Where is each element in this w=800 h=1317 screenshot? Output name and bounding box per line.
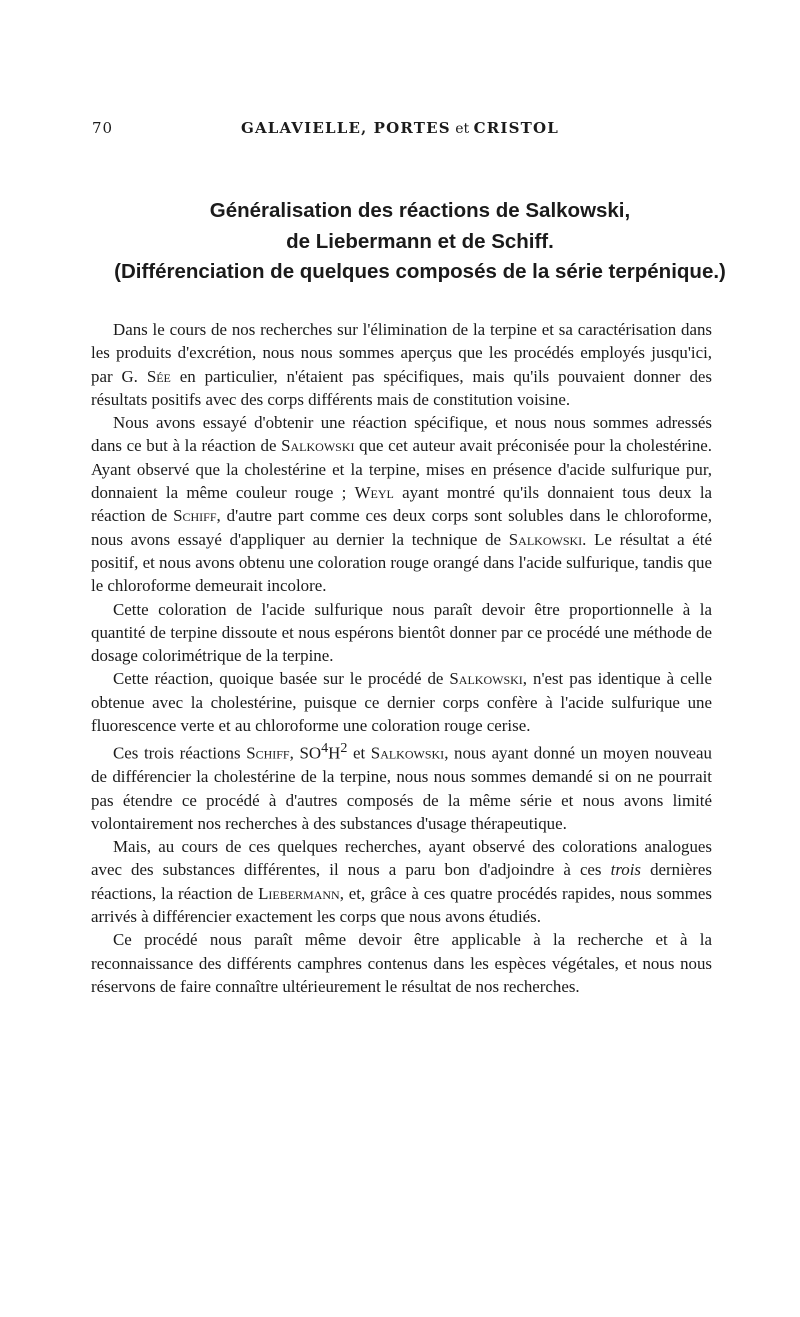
p3-text-a: Cette coloration de l'acide sulfurique nous paraît devoir être proportionnelle à la quantité de terpine dissoute et nous espérons bientôt donner par ce procédé une méthode de dosage colorimétrique de la terpine. [91,599,712,666]
paragraph-7 [91,928,712,998]
p6-text-a: Mais, au cours de ces quelques recherches, ayant observé des colorations analogues avec des substances différentes, il nous a paru bon d'adjoindre à ces [91,837,712,880]
paragraph-2 [91,411,712,597]
p5-name-schiff: Schiff [246,743,290,763]
author-galavielle: GALAVIELLE [240,119,362,137]
p5-name-salkowski: Salkowski [370,743,445,763]
p1-text-a: Dans le cours de nos recherches sur l'élimination de la terpine et sa caractérisation dans les produits d'excrétion, nous nous sommes aperçus que les procédés employés jusqu'ici, par G. [91,320,712,386]
p2-name-schiff: Schiff [173,506,217,526]
p6-text-c: , et, grâce à ces quatre procédés rapides, nous sommes arrivés à différencier exactement les corps que nous avons étudiés. [91,883,712,927]
p2-name-salkowski-2: Salkowski [508,529,583,549]
p4-text-b: , n'est pas identique à celle obtenue avec la cholestérine, puisque ce dernier corps confère à l'acide sulfurique une fluorescence verte et au chloroforme une coloration rouge cerise. [91,669,712,736]
p5-text-c: H [328,743,341,763]
p5-text-e: , nous ayant donné un moyen nouveau de différencier la cholestérine de la terpine, nous nous sommes demandé si on ne pourrait pas étendre ce procédé à d'autres composés de la même série et nous avons limité volontairement nos recherches à des substances d'usage thérapeutique. [91,743,712,833]
running-head [0,119,800,137]
author-portes: PORTES [373,119,451,137]
p2-name-weyl: Weyl [354,483,394,503]
p7-text-a: Ce procédé nous paraît même devoir être applicable à la recherche et à la reconnaissance des différents camphres contenus dans les espèces végétales, et nous nous réservons de faire connaître ultérieurement le résultat de nos recherches. [91,930,712,996]
p1-name-see: Sée [146,366,171,386]
paragraph-1 [91,318,712,411]
p5-text-b: , SO [289,743,322,763]
p2-text-c: ayant montré qu'ils donnaient tous deux la réaction de [91,483,713,526]
p4-name-salkowski: Salkowski [449,669,523,689]
page-number: 70 [92,119,114,137]
title-line-3: (Différenciation de quelques composés de la série terpénique.) [114,260,726,283]
paragraph-6 [91,835,712,928]
paragraph-3 [91,598,712,668]
article-title [80,196,760,288]
p5-text-a: Ces trois réactions [113,743,247,763]
running-head-separator: , [361,120,374,137]
title-line-1: Généralisation des réactions de Salkowski, [209,199,631,222]
paragraph-5 [91,737,712,835]
title-line-2: de Liebermann et de Schiff. [286,229,554,253]
p6-name-liebermann: Liebermann [258,883,340,903]
p2-name-salkowski: Salkowski [281,436,355,456]
running-head-et: et [450,121,474,137]
p2-text-e: . Le résultat a été positif, et nous avons obtenu une coloration rouge orangé dans l'acide sulfurique, tandis que le chloroforme demeurait incolore. [91,529,712,596]
p2-text-a: Nous avons essayé d'obtenir une réaction spécifique, et nous nous sommes adressés dans ce but à la réaction de [91,413,712,456]
article-body [91,318,712,998]
p6-italic-trois: trois [610,860,641,880]
p4-text-a: Cette réaction, quoique basée sur le procédé de [113,669,450,689]
paragraph-4 [91,667,712,737]
p1-text-b: en particulier, n'étaient pas spécifiques, mais qu'ils pouvaient donner des résultats positifs avec des corps différents mais de constitution voisine. [91,366,712,409]
p5-text-d: et [347,743,371,763]
p5-sup-4: 4 [321,740,329,757]
author-cristol: CRISTOL [473,119,560,137]
p6-text-b: dernières réactions, la réaction de [91,860,712,903]
p5-sup-2: 2 [340,740,348,757]
p2-text-b: que cet auteur avait préconisée pour la cholestérine. Ayant observé que la cholestérine et la terpine, mises en présence d'acide sulfurique pur, donnaient la même couleur rouge ; [91,436,712,503]
p2-text-d: , d'autre part comme ces deux corps sont solubles dans le chloroforme, nous avons essayé d'appliquer au dernier la technique de [91,506,712,549]
